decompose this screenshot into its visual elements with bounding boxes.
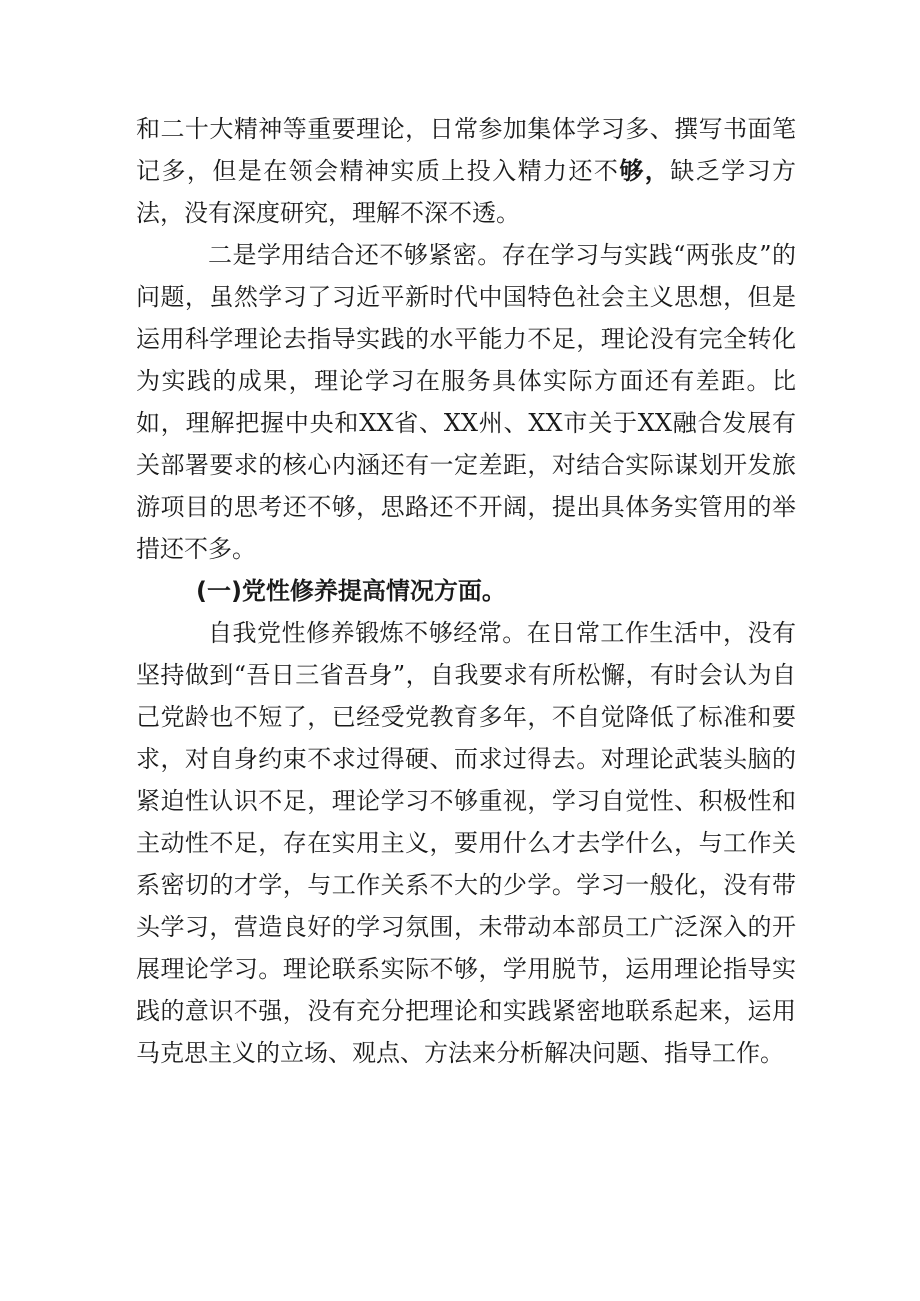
document-body (136, 108, 796, 1074)
paragraph-study-practice: 二是学用结合还不够紧密。存在学习与实践“两张皮”的问题，虽然学习了习近平新时代中国特色社会主义思想，但是运用科学理论去指导实践的水平能力不足，理论没有完全转化为实践的成果，理论学习在服务具体实际方面还有差距。比如，理解把握中央和XX省、XX州、XX市关于XX融合发展有关部署要求的核心内涵还有一定差距，对结合实际谋划开发旅游项目的思考还不够，思路还不开阔，提出具体务实管用的举措还不多。 (136, 241, 796, 563)
paragraph-study-depth (136, 108, 796, 234)
bold-text: 够， (619, 156, 671, 185)
paragraph-party-cultivation: 自我党性修养锻炼不够经常。在日常工作生活中，没有坚持做到“吾日三省吾身”，自我要求有所松懈，有时会认为自己党龄也不短了，已经受党教育多年，不自觉降低了标准和要求，对自身约束不求过得硬、而求过得去。对理论武装头脑的紧迫性认识不足，理论学习不够重视，学习自觉性、积极性和主动性不足，存在实用主义，要用什么才去学什么，与工作关系密切的才学，与工作关系不大的少学。学习一般化，没有带头学习，营造良好的学习氛围，未带动本部员工广泛深入的开展理论学习。理论联系实际不够，学用脱节，运用理论指导实践的意识不强，没有充分把理论和实践紧密地联系起来，运用马克思主义的立场、观点、方法来分析解决问题、指导工作。 (136, 619, 796, 1067)
section-heading: (一)党性修养提高情况方面。 (196, 577, 506, 605)
paragraph-text: 和二十大精神等重要理论，日常参加集体学习多、撰写书面笔记多，但是在领会精神实质上投入精力还不 (136, 115, 796, 185)
paragraph-text: 缺乏学习方法，没有深度研究，理解不深不透。 (136, 157, 797, 227)
